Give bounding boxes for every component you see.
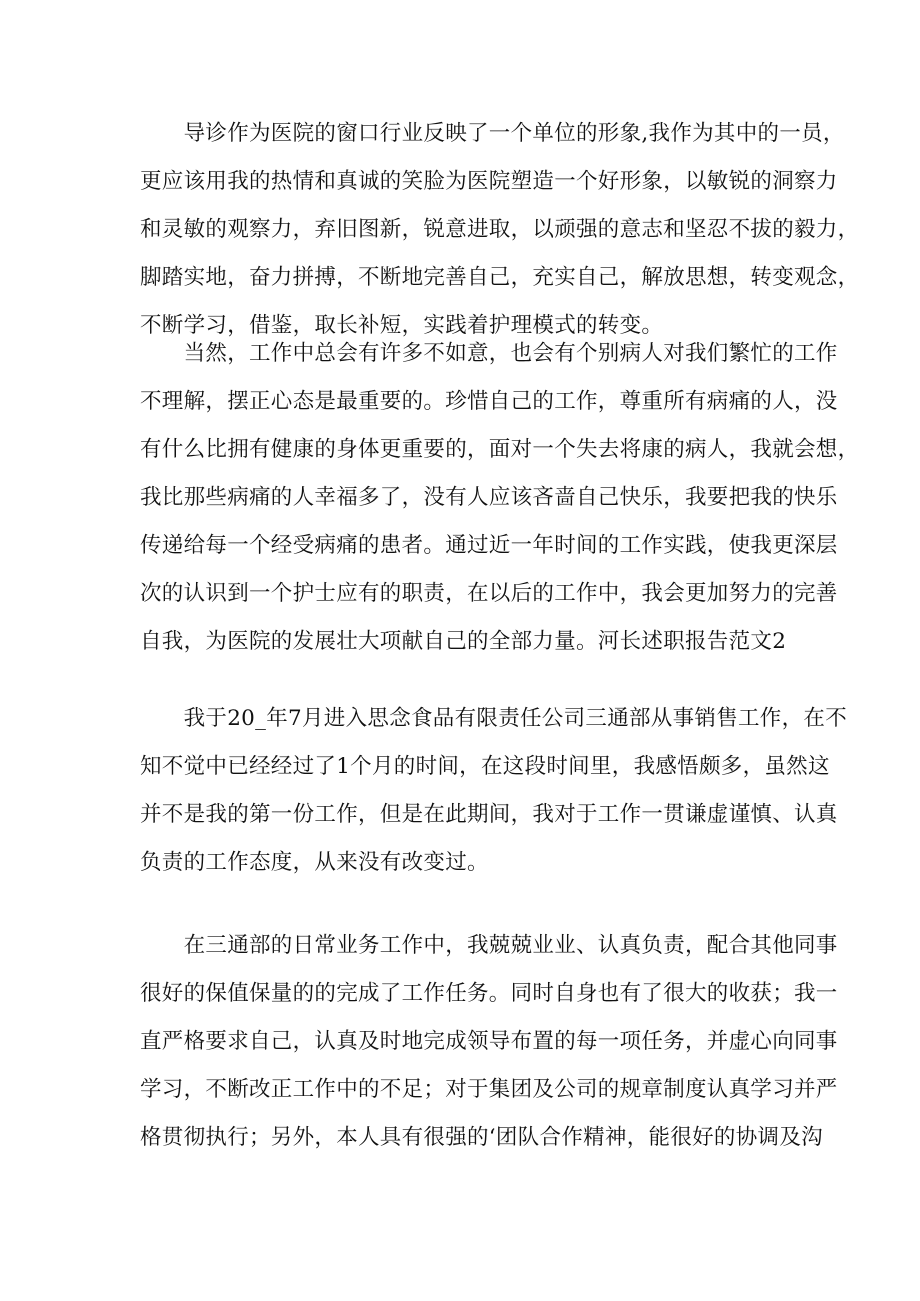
- paragraph-line: 直严格要求自己，认真及时地完成领导布置的每一项任务，并虚心向同事: [140, 1029, 838, 1054]
- paragraph-line: 很好的保值保量的的完成了工作任务。同时自身也有了很大的收获；我一: [140, 981, 838, 1006]
- paragraph-line: 学习，不断改正工作中的不足；对于集团及公司的规章制度认真学习并严: [140, 1077, 838, 1102]
- paragraph-line: 当然，工作中总会有许多不如意，也会有个别病人对我们繁忙的工作: [140, 341, 838, 366]
- paragraph-line: 我比那些病痛的人幸福多了，没有人应该吝啬自己快乐，我要把我的快乐: [140, 485, 838, 510]
- paragraph-line: 格贯彻执行；另外，本人具有很强的‘团队合作精神，能很好的协调及沟: [140, 1125, 823, 1150]
- paragraph-4: [140, 922, 838, 1162]
- paragraph-3: [140, 695, 847, 887]
- paragraph-line: 更应该用我的热情和真诚的笑脸为医院塑造一个好形象，以敏锐的洞察力: [140, 169, 838, 194]
- paragraph-line: 不理解，摆正心态是最重要的。珍惜自己的工作，尊重所有病痛的人，没: [140, 389, 838, 414]
- paragraph-line: 次的认识到一个护士应有的职责，在以后的工作中，我会更加努力的完善: [140, 581, 838, 606]
- paragraph-line: 我于20_年7月进入思念食品有限责任公司三通部从事销售工作，在不: [140, 706, 847, 731]
- paragraph-line: 导诊作为医院的窗口行业反映了一个单位的形象,我作为其中的一员，: [140, 121, 845, 146]
- paragraph-line: 知不觉中已经经过了1个月的时间，在这段时间里，我感悟颇多，虽然这: [140, 754, 830, 779]
- paragraph-line: 不断学习，借鉴，取长补短，实践着护理模式的转变。: [140, 313, 664, 338]
- paragraph-line: 负责的工作态度，从来没有改变过。: [140, 850, 489, 875]
- paragraph-1: [140, 110, 860, 350]
- paragraph-line: 传递给每一个经受病痛的患者。通过近一年时间的工作实践，使我更深层: [140, 533, 838, 558]
- paragraph-line: 并不是我的第一份工作，但是在此期间，我对于工作一贯谦虚谨慎、认真: [140, 802, 838, 827]
- paragraph-line: 在三通部的日常业务工作中，我兢兢业业、认真负责，配合其他同事: [140, 933, 838, 958]
- paragraph-line: 自我，为医院的发展壮大项献自己的全部力量。河长述职报告范文2: [140, 629, 787, 654]
- paragraph-line: 有什么比拥有健康的身体更重要的，面对一个失去将康的病人，我就会想，: [140, 437, 860, 462]
- paragraph-line: 和灵敏的观察力，弃旧图新，锐意进取，以顽强的意志和坚忍不拔的毅力，: [140, 217, 860, 242]
- paragraph-2: [140, 330, 860, 666]
- paragraph-line: 脚踏实地，奋力拼搏，不断地完善自己，充实自己，解放思想，转变观念，: [140, 265, 860, 290]
